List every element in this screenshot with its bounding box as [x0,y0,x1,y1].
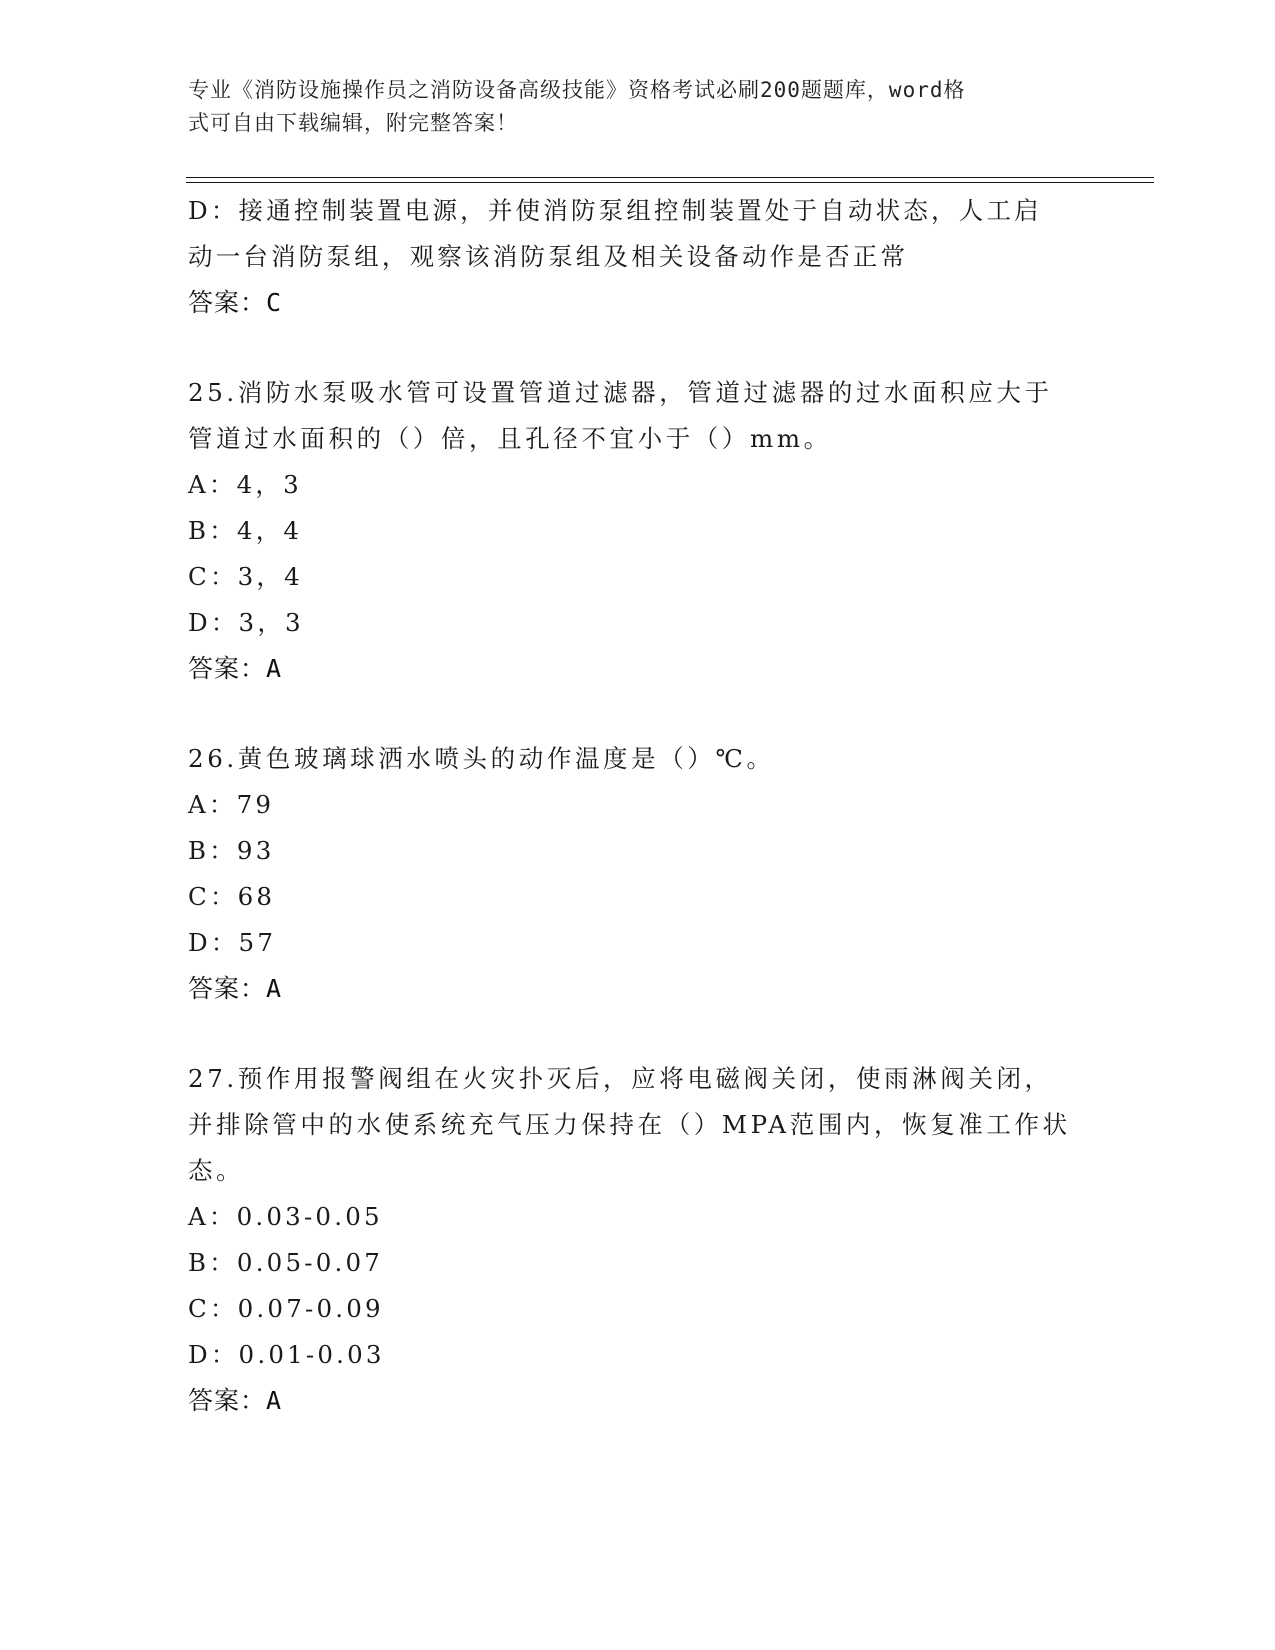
option-c: C：68 [188,882,276,911]
header-divider-top [186,177,1154,178]
question-stem-line: 态。 [188,1156,245,1185]
question-stem-line: 并排除管中的水使系统充气压力保持在（）MPA范围内，恢复准工作状 [188,1110,1071,1139]
option-b: B：0.05-0.07 [188,1248,384,1277]
question-26 [188,736,1088,1012]
question-25 [188,370,1088,692]
option-d-line-2: 动一台消防泵组，观察该消防泵组及相关设备动作是否正常 [188,242,909,271]
question-stem-line: 25.消防水泵吸水管可设置管道过滤器，管道过滤器的过水面积应大于 [188,378,1053,407]
option-d: D：3，3 [188,608,304,637]
answer-line: 答案：A [188,1386,283,1415]
spacer [188,692,1088,736]
question-list [188,188,1088,1424]
page-header [188,74,1068,140]
option-c: C：3，4 [188,562,303,591]
question-24-tail [188,188,1088,326]
option-b: B：93 [188,836,275,865]
option-a: A：0.03-0.05 [188,1202,383,1231]
option-c: C：0.07-0.09 [188,1294,384,1323]
header-line-2: 式可自由下载编辑，附完整答案！ [188,111,518,135]
spacer [188,326,1088,370]
question-27 [188,1056,1088,1424]
answer-line: 答案：A [188,654,283,683]
answer-line: 答案：C [188,288,283,317]
spacer [188,1012,1088,1056]
option-a: A：4，3 [188,470,302,499]
header-divider-bottom [186,182,1154,183]
option-d: D：57 [188,928,277,957]
option-a: A：79 [188,790,275,819]
question-stem-line: 27.预作用报警阀组在火灾扑灭后，应将电磁阀关闭，使雨淋阀关闭， [188,1064,1053,1093]
option-b: B：4，4 [188,516,303,545]
header-line-1: 专业《消防设施操作员之消防设备高级技能》资格考试必刷200题题库，word格 [188,78,966,102]
option-d: D：0.01-0.03 [188,1340,385,1369]
option-d-line-1: D：接通控制装置电源，并使消防泵组控制装置处于自动状态，人工启 [188,196,1042,225]
question-stem-line: 26.黄色玻璃球洒水喷头的动作温度是（）℃。 [188,744,775,773]
question-stem-line: 管道过水面积的（）倍，且孔径不宜小于（）mm。 [188,424,832,453]
answer-line: 答案：A [188,974,283,1003]
